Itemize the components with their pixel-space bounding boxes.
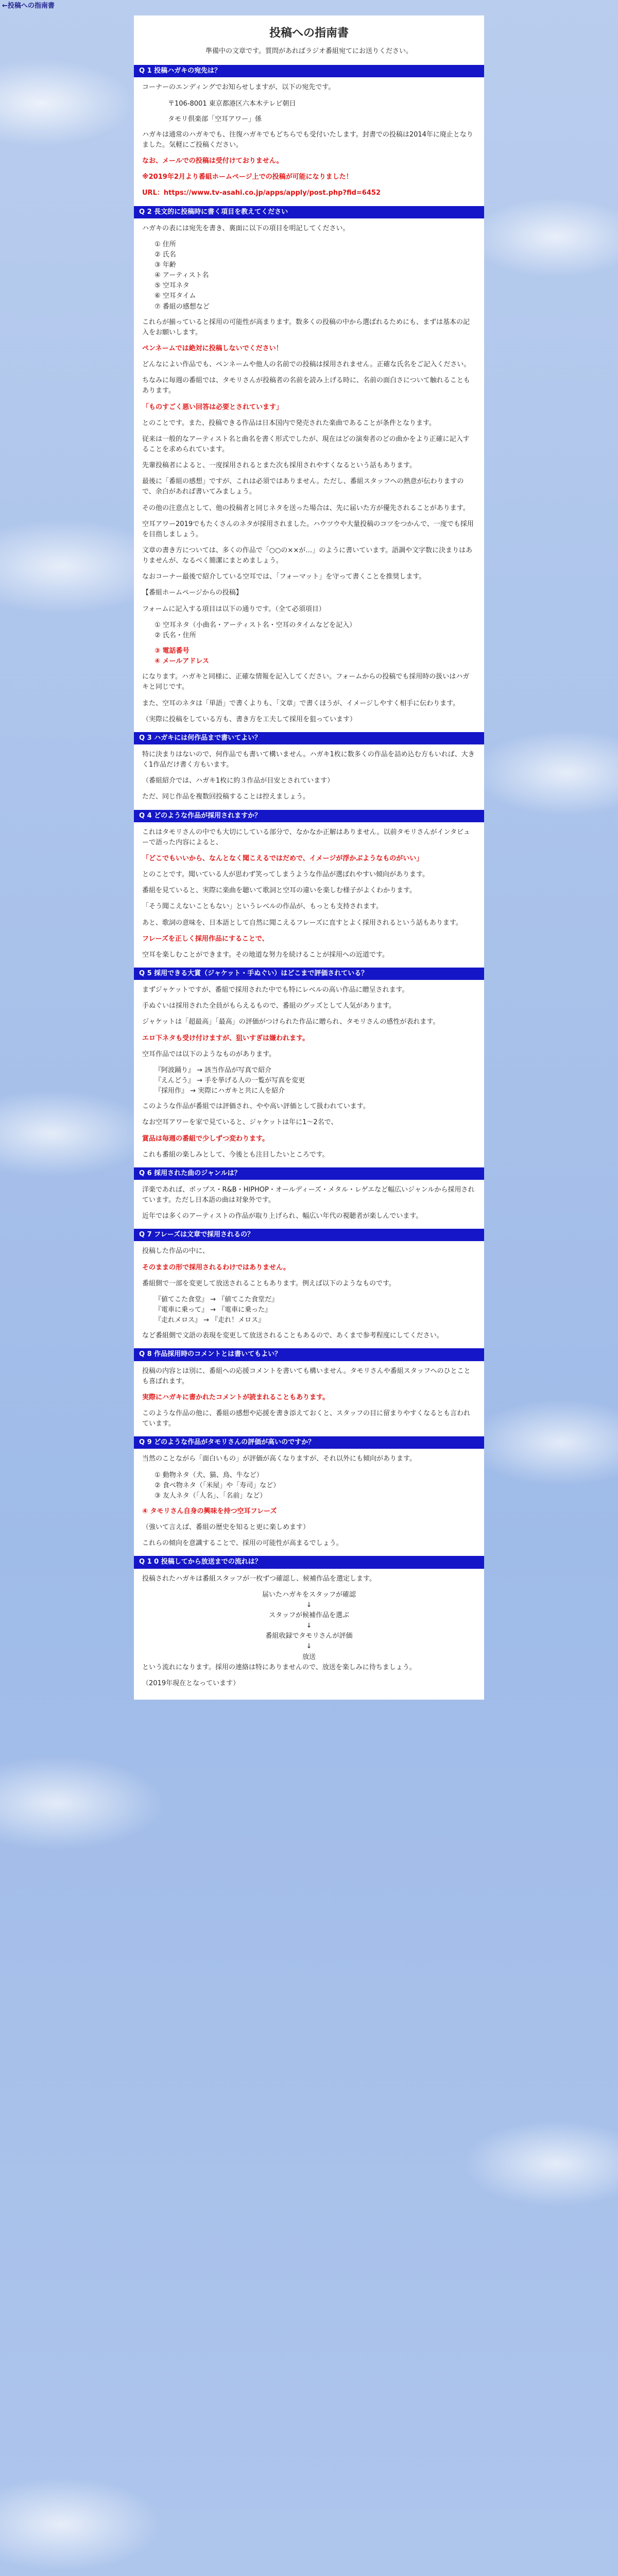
paragraph: あと、歌詞の意味を、日本語として自然に聞こえるフレーズに直すとよく採用されるという話もあります。 xyxy=(142,919,462,927)
paragraph: これらの傾向を意識することで、採用の可能性が高まるでしょう。 xyxy=(142,1539,343,1548)
section-heading: Q 8 作品採用時のコメントとは書いてもよい？ xyxy=(134,1348,484,1361)
paragraph: ただ、同じ作品を複数回投稿することは控えましょう。 xyxy=(142,793,310,801)
section-body xyxy=(134,750,484,803)
paragraph: という流れになります。採用の連絡は特にありませんので、放送を楽しみに待ちましょう。 xyxy=(142,1663,416,1671)
section-body xyxy=(134,82,484,198)
top-nav xyxy=(2,1,55,11)
paragraph: 投稿の内容とは別に、番組への応援コメントを書いても構いません。タモリさんや番組スタッフへのひとことも喜ばれます。 xyxy=(142,1367,471,1385)
list-item: ① 住所 xyxy=(154,240,176,248)
paragraph: 手ぬぐいは採用された全員がもらえるもので、番組のグッズとして人気があります。 xyxy=(142,1002,396,1010)
section-body xyxy=(134,827,484,960)
section-heading: Q 9 どのような作品がタモリさんの評価が高いのですか？ xyxy=(134,1436,484,1449)
list-item: ② 氏名 xyxy=(154,250,176,259)
paragraph: 特に決まりはないので、何作品でも書いて構いません。ハガキ1枚に数多くの作品を詰め込む方もいれば、大きく1作品だけ書く方もいます。 xyxy=(142,750,475,769)
form-required-list xyxy=(154,646,476,667)
content-page xyxy=(134,15,484,1700)
item-list xyxy=(154,1470,476,1501)
paragraph: （番組紹介では、ハガキ1枚に約３作品が目安とされています） xyxy=(142,777,334,785)
paragraph: 近年では多くのアーティストの作品が取り上げられ、幅広い年代の視聴者が楽しんでいます。 xyxy=(142,1212,423,1221)
url-link[interactable]: URL：https://www.tv-asahi.co.jp/apps/apply/post.php?fid=6452 xyxy=(142,189,381,197)
highlight-text: 賞品は毎週の番組で少しずつ変わります。 xyxy=(142,1134,269,1143)
paragraph: （強いて言えば、番組の歴史を知ると更に楽しめます） xyxy=(142,1523,310,1532)
paragraph: になります。ハガキと同様に、正確な情報を記入してください。フォームからの投稿でも採用時の扱いはハガキと同じです。 xyxy=(142,673,470,691)
section-heading: Q 3 ハガキには何作品まで書いてよい？ xyxy=(134,732,484,744)
highlight-text: ペンネームでは絶対に投稿しないでください！ xyxy=(142,345,283,353)
paragraph: どんなによい作品でも、ペンネームや他人の名前での投稿は採用されません。正確な氏名をご記入ください。 xyxy=(142,361,471,369)
highlight-text: そのままの形で採用されるわけではありません。 xyxy=(142,1263,290,1272)
address-line: タモリ倶楽部「空耳アワー」係 xyxy=(168,115,262,123)
paragraph: また、空耳のネタは「単語」で書くよりも、「文章」で書くほうが、イメージしやすく相手に伝わります。 xyxy=(142,699,460,707)
list-item: ② 食べ物ネタ（「米屋」や「寿司」など） xyxy=(154,1481,280,1489)
item-list xyxy=(154,240,476,312)
list-item: ⑤ 空耳ネタ xyxy=(154,282,190,290)
home-link[interactable]: ←投稿への指南書 xyxy=(2,2,55,10)
list-item: ④ アーティスト名 xyxy=(154,272,209,280)
subheading: 【番組ホームページからの投稿】 xyxy=(142,589,243,597)
section-heading: Q 7 フレーズは文章で採用されるの？ xyxy=(134,1229,484,1241)
paragraph: 番組側で一部を変更して放送されることもあります。例えば以下のようなものです。 xyxy=(142,1279,396,1287)
paragraph: これはタモリさんの中でも大切にしている部分で、なかなか正解はありません。以前タモリさんがインタビューで語った内容によると、 xyxy=(142,828,471,846)
paragraph: このような作品の他に、番組の感想や応援を書き添えておくと、スタッフの目に留まりやすくなるとも言われています。 xyxy=(142,1410,471,1428)
highlight-text: 実際にハガキに書かれたコメントが読まれることもあります。 xyxy=(142,1393,329,1401)
list-item: 『えんどう』 → 手を挙げる人の一覧が写真を変更 xyxy=(154,1076,305,1084)
list-item: 『採用作』 → 実際にハガキと共に人を紹介 xyxy=(154,1087,285,1095)
paragraph: ジャケットは「超最高」「最高」の評価がつけられた作品に贈られ、タモリさんの感性が表れます。 xyxy=(142,1018,440,1026)
section-heading: Q 1 0 投稿してから放送までの流れは？ xyxy=(134,1556,484,1568)
paragraph: 番組を見ていると、実際に楽曲を聴いて歌詞と空耳の違いを楽しむ様子がよくわかります。 xyxy=(142,887,416,895)
paragraph: これも番組の楽しみとして、今後とも注目したいところです。 xyxy=(142,1150,329,1159)
paragraph: これらが揃っていると採用の可能性が高まります。数多くの投稿の中から選ばれるためにも、まずは基本の記入をお願いします。 xyxy=(142,318,470,336)
paragraph: フォームに記入する項目は以下の通りです。（全て必須項目） xyxy=(142,605,325,613)
list-item: ③ 年齢 xyxy=(154,261,176,269)
paragraph: など番組側で文語の表現を変更して放送されることもあるので、あくまで参考程度にしてください。 xyxy=(142,1332,443,1340)
list-item: ④ メールアドレス xyxy=(154,657,209,666)
paragraph: まずジャケットですが、番組で採用された中でも特にレベルの高い作品に贈呈されます。 xyxy=(142,986,409,994)
highlight-text: 「どこでもいいから、なんとなく聞こえるではだめで、イメージが浮かぶようなものがいい」 xyxy=(142,854,423,862)
highlight-text: フレーズを正しく採用作品にすることで、 xyxy=(142,935,269,943)
section-body xyxy=(134,1366,484,1430)
section-heading: Q 4 どのような作品が採用されますか？ xyxy=(134,810,484,822)
section-body xyxy=(134,1185,484,1222)
list-item: 『電車に乗って』 → 『電車に乗った』 xyxy=(154,1306,272,1314)
paragraph: ハガキは通常のハガキでも、往復ハガキでもどちらでも受付いたします。封書での投稿は2014年に廃止となりました。気軽にご投稿ください。 xyxy=(142,130,473,149)
list-item: 『走れメロス』 → 『走れ！メロス』 xyxy=(154,1316,265,1325)
list-item: ③ 友人ネタ（「人名」、「名前」など） xyxy=(154,1492,267,1500)
paragraph: （2019年現在となっています） xyxy=(142,1679,240,1687)
paragraph: とのことです。聞いている人が思わず笑ってしまうような作品が選ばれやすい傾向があります。 xyxy=(142,871,429,879)
section-body xyxy=(134,224,484,725)
flow-step: 放送 xyxy=(302,1653,316,1661)
flow-steps xyxy=(142,1590,476,1663)
item-list xyxy=(154,1065,476,1096)
section-heading: Q 1 投稿ハガキの宛先は？ xyxy=(134,65,484,77)
paragraph: 従来は一般的なアーティスト名と曲名を書く形式でしたが、現在はどの演奏者のどの曲かをより正確に記入することを求められています。 xyxy=(142,435,470,454)
page-title: 投稿への指南書 xyxy=(269,27,349,40)
list-item: 『阿波踊り』 → 該当作品が写真で紹介 xyxy=(154,1066,272,1074)
paragraph: 投稿した作品の中に、 xyxy=(142,1247,210,1256)
section-heading: Q 5 採用できる大賞（ジャケット・手ぬぐい）はどこまで評価されている？ xyxy=(134,968,484,980)
paragraph: 空耳を楽しむことができます。その地道な努力を続けることが採用への近道です。 xyxy=(142,951,389,959)
section-body xyxy=(134,1454,484,1549)
list-item: ② 氏名・住所 xyxy=(154,631,196,639)
paragraph: その他の注意点として、他の投稿者と同じネタを送った場合は、先に届いた方が優先されることがあります。 xyxy=(142,504,470,512)
list-item: ① 動物ネタ（犬、猫、鳥、牛など） xyxy=(154,1471,263,1479)
section-body xyxy=(134,1246,484,1341)
item-list xyxy=(154,1295,476,1326)
page-intro: 準備中の文章です。質問があればラジオ番組宛てにお送りください。 xyxy=(205,47,413,56)
section-heading: Q 2 長文的に投稿時に書く項目を教えてください xyxy=(134,206,484,218)
highlight-text: エロ下ネタも受け付けますが、狙いすぎは嫌われます。 xyxy=(142,1034,309,1042)
section-body xyxy=(134,1574,484,1689)
section-heading: Q 6 採用された曲のジャンルは？ xyxy=(134,1167,484,1180)
list-item: ③ 電話番号 xyxy=(154,647,190,655)
paragraph: （実際に投稿をしている方も、書き方を工夫して採用を狙っています） xyxy=(142,715,357,723)
flow-arrow: ↓ xyxy=(306,1622,312,1630)
paragraph: ちなみに毎週の番組では、タモリさんが投稿者の名前を読み上げる時に、名前の面白さについて触れることもあります。 xyxy=(142,377,470,395)
highlight-text: なお、メールでの投稿は受付けておりません。 xyxy=(142,157,283,165)
list-item: ⑦ 番組の感想など xyxy=(154,302,210,311)
paragraph: 文章の書き方については、多くの作品で「○○の××が…」のように書いています。語調や文字数に決まりはありませんが、なるべく簡潔にまとめましょう。 xyxy=(142,547,473,565)
address-line: 〒106-8001 東京都港区六本木テレビ朝日 xyxy=(168,99,296,108)
paragraph: 洋楽であれば、ポップス・R&B・HIPHOP・オールディーズ・メタル・レゲエなど幅広いジャンルから採用されています。ただし日本語の曲は対象外です。 xyxy=(142,1185,475,1205)
highlight-text: 「ものすごく悪い回答は必要とされています」 xyxy=(142,403,283,411)
flow-step: 届いたハガキをスタッフが確認 xyxy=(262,1590,356,1599)
paragraph: 当然のことながら「面白いもの」が評価が高くなりますが、それ以外にも傾向があります。 xyxy=(142,1455,416,1463)
paragraph: 最後に「番組の感想」ですが、これは必須ではありません。ただし、番組スタッフへの熱意が伝わりますので、余白があれば書いてみましょう。 xyxy=(142,478,464,496)
section-body xyxy=(134,985,484,1160)
paragraph: 空耳アワー2019でもたくさんのネタが採用されました。ハウツウや大量投稿のコツをつかんで、一度でも採用を目指しましょう。 xyxy=(142,520,474,538)
paragraph: コーナーのエンディングでお知らせしますが、以下の宛先です。 xyxy=(142,83,335,92)
paragraph: なお空耳アワーを家で見ていると、ジャケットは年に1〜2名で、 xyxy=(142,1118,338,1127)
flow-step: 番組收録でタモリさんが評価 xyxy=(265,1632,353,1640)
flow-arrow: ↓ xyxy=(306,1642,312,1651)
paragraph: 空耳作品では以下のようなものがあります。 xyxy=(142,1050,276,1058)
paragraph: ハガキの表には宛先を書き、裏面に以下の項目を明記してください。 xyxy=(142,224,350,232)
list-item: ⑥ 空耳タイム xyxy=(154,292,196,300)
paragraph: 先輩投稿者によると、一度採用されるとまた次も採用されやすくなるという話もあります。 xyxy=(142,462,416,470)
flow-arrow: ↓ xyxy=(306,1601,312,1609)
highlight-text: ※2019年2月より番組ホームページ上での投稿が可能になりました！ xyxy=(142,173,353,181)
paragraph: このような作品が番組では評価され、やや高い評価として扱われています。 xyxy=(142,1103,370,1111)
form-item-list xyxy=(154,620,476,641)
paragraph: 「そう聞こえないこともない」というレベルの作品が、もっとも支持されます。 xyxy=(142,903,383,911)
paragraph: とのことです。また、投稿できる作品は日本国内で発売された楽曲であることが条件となります。 xyxy=(142,419,436,427)
list-item: ① 空耳ネタ（小曲名・アーティスト名・空耳のタイムなどを記入） xyxy=(154,621,356,629)
paragraph: なおコーナー最後で紹介している空耳では、「フォーマット」を守って書くことを推奨します。 xyxy=(142,573,426,581)
list-item: 『値てこた食堂』 → 『値てこた食堂だ』 xyxy=(154,1295,279,1303)
flow-step: スタッフが候補作品を選ぶ xyxy=(268,1612,349,1619)
paragraph: 投稿されたハガキは番組スタッフが一枚ずつ確認し、候補作品を選定します。 xyxy=(142,1574,376,1583)
highlight-text: ④ タモリさん自身の興味を持つ空耳フレーズ xyxy=(142,1507,277,1516)
